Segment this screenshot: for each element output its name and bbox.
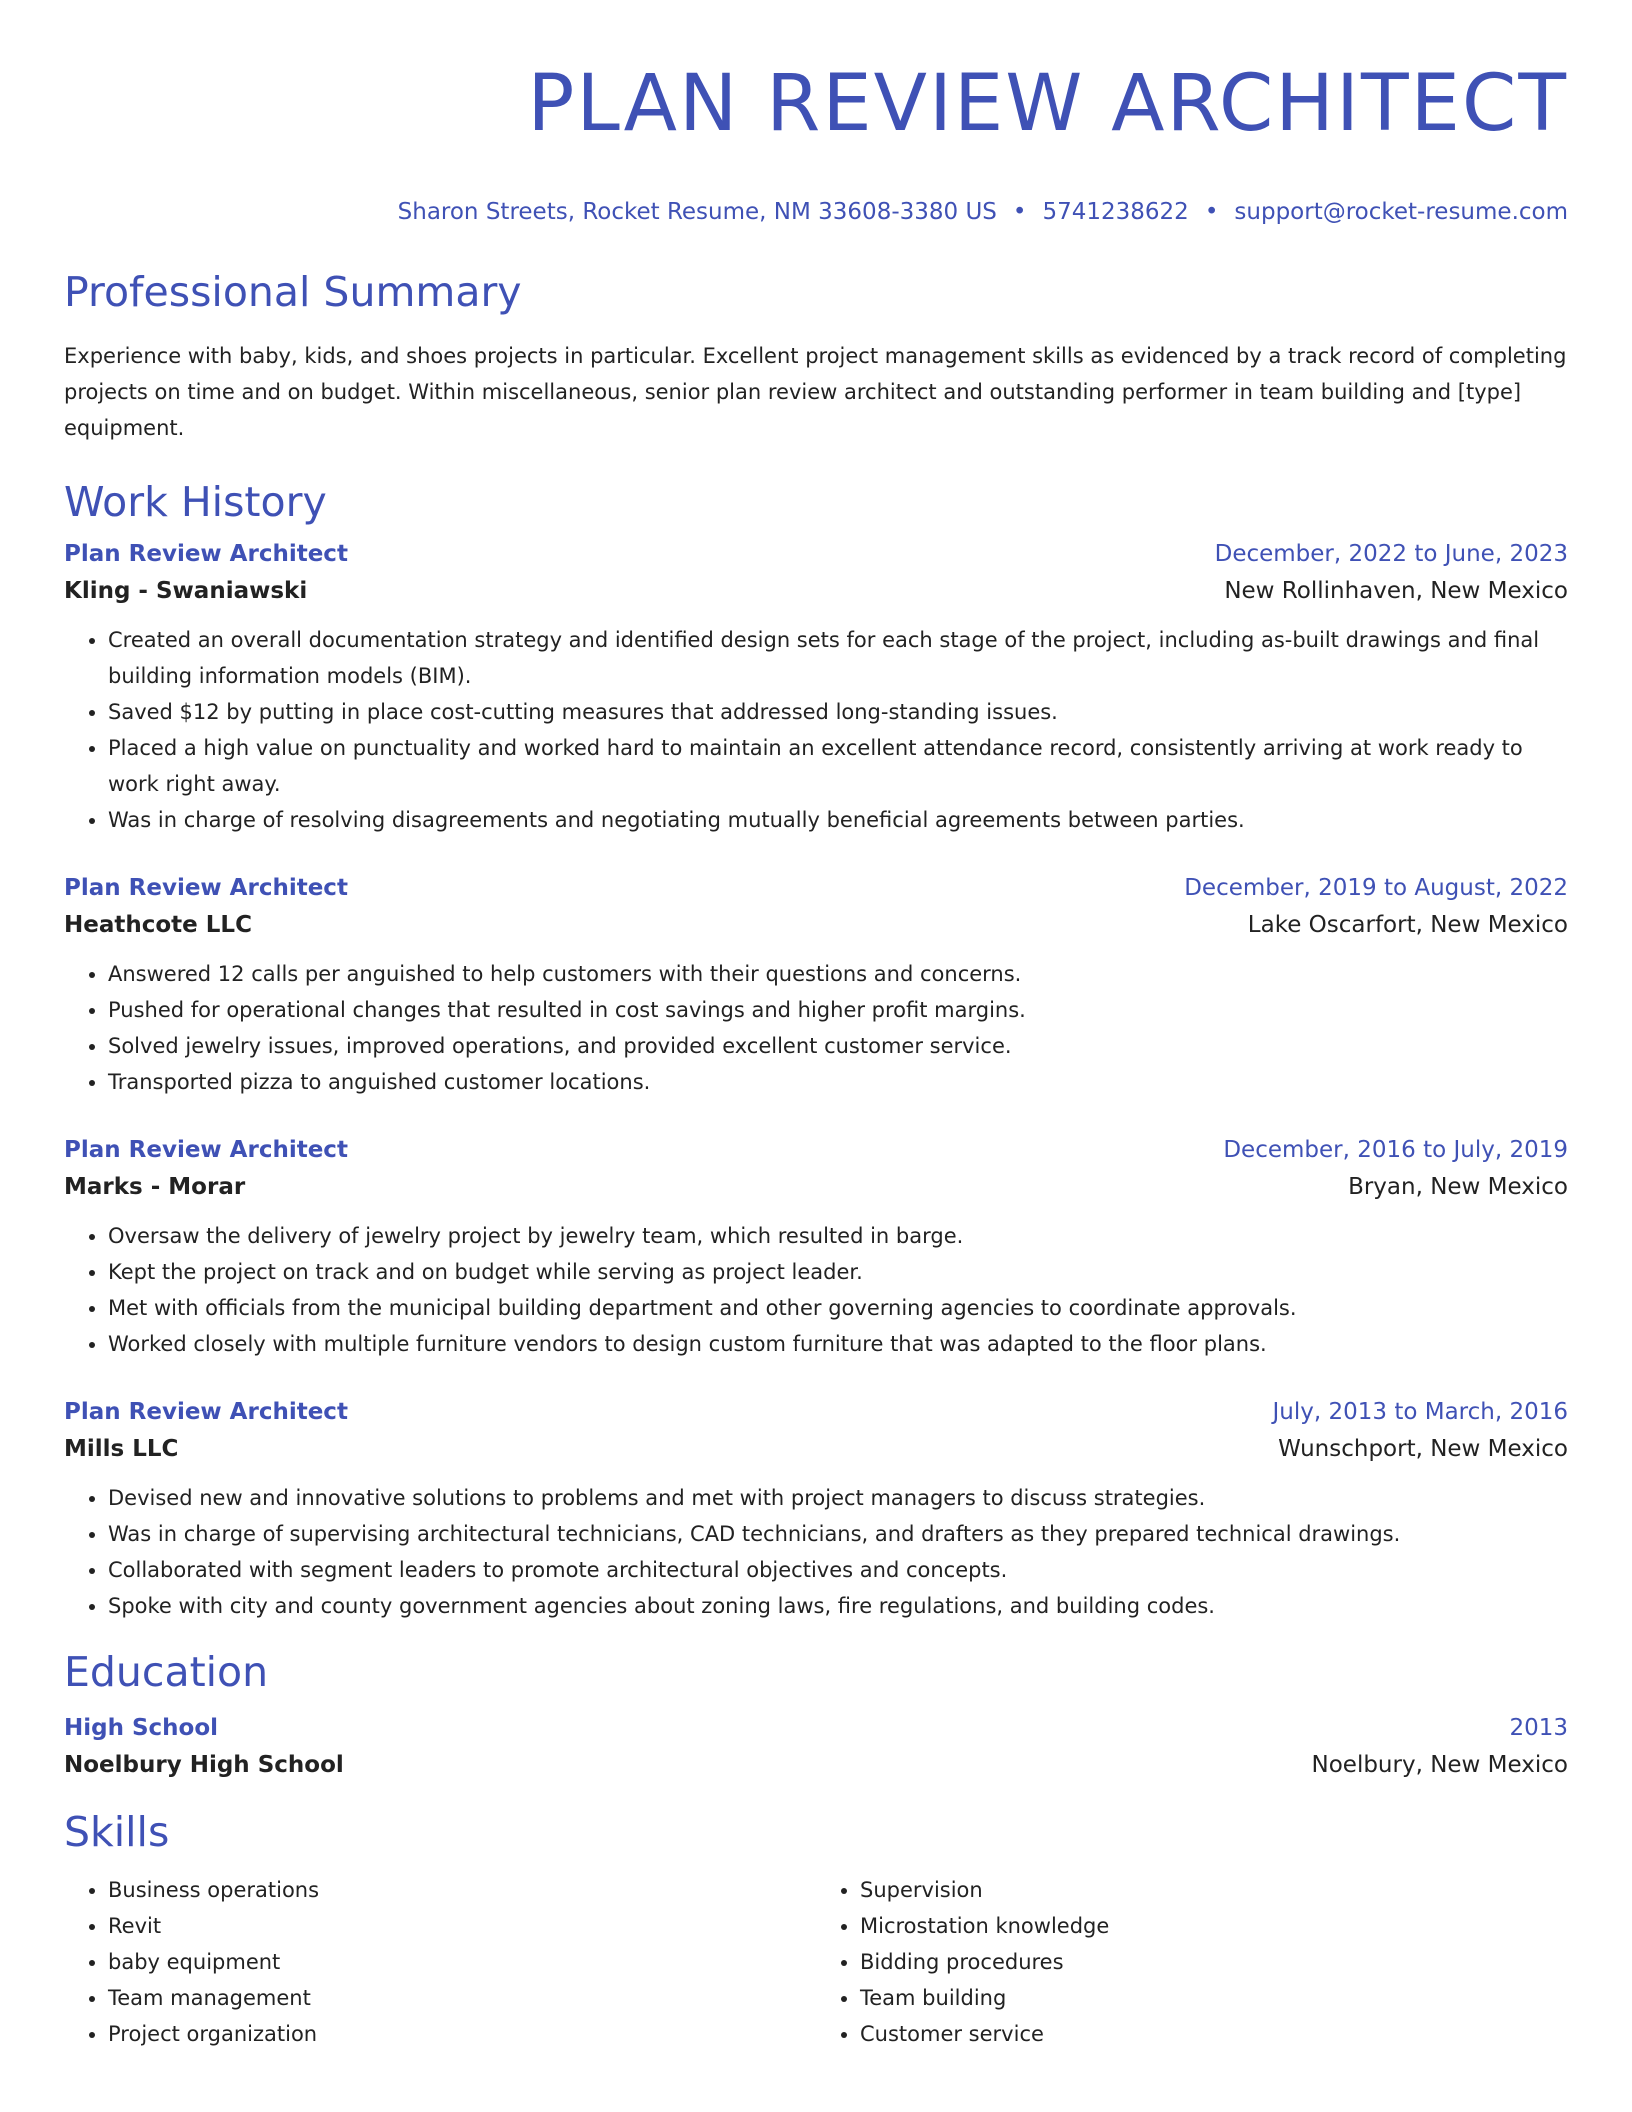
summary-heading: Professional Summary [64, 268, 522, 316]
contact-phone: 5741238622 [1042, 199, 1189, 225]
job-bullet: • Answered 12 calls per anguished to help customers with their questions and concerns. [108, 956, 1568, 992]
job-bullet: • Devised new and innovative solutions to problems and met with project managers to discuss strategies. [108, 1480, 1568, 1516]
skill-item: • baby equipment [108, 1944, 816, 1980]
contact-address: Sharon Streets, Rocket Resume, NM 33608-3380 US [397, 199, 997, 225]
job-dates: December, 2016 to July, 2019 [1223, 1137, 1568, 1163]
job-entry [64, 536, 1568, 838]
skill-item: • Bidding procedures [860, 1944, 1568, 1980]
school-name: Noelbury High School [64, 1752, 344, 1778]
skills-heading: Skills [64, 1808, 170, 1856]
skills-column-left [64, 1872, 816, 2052]
summary-text: Experience with baby, kids, and shoes projects in particular. Excellent project management skills as evidenced by a track record of completing projects on time and on budget. Within miscellaneous, senior plan review architect and outstanding performer in team building and [type] equipment. [64, 344, 1567, 440]
job-bullet: • Transported pizza to anguished customer locations. [108, 1064, 1568, 1100]
job-title: Plan Review Architect [64, 1137, 348, 1163]
contact-separator: • [1204, 199, 1219, 225]
company-name: Heathcote LLC [64, 912, 252, 938]
job-entry [64, 1132, 1568, 1362]
skill-item: • Customer service [860, 2016, 1568, 2052]
skills-column-right [816, 1872, 1568, 2052]
job-bullet: • Met with officials from the municipal building department and other governing agencies to coordinate approvals. [108, 1290, 1568, 1326]
skill-item: • Business operations [108, 1872, 816, 1908]
education-heading: Education [64, 1648, 269, 1696]
job-bullet: • Was in charge of resolving disagreements and negotiating mutually beneficial agreements between parties. [108, 802, 1568, 838]
job-bullet: • Worked closely with multiple furniture vendors to design custom furniture that was adapted to the floor plans. [108, 1326, 1568, 1362]
job-bullet: • Collaborated with segment leaders to promote architectural objectives and concepts. [108, 1552, 1568, 1588]
job-bullets [64, 622, 1568, 838]
education-entry [64, 1710, 1568, 1784]
job-bullets [64, 1218, 1568, 1362]
graduation-year: 2013 [1509, 1715, 1568, 1741]
job-bullet: • Pushed for operational changes that resulted in cost savings and higher profit margins. [108, 992, 1568, 1028]
job-title: Plan Review Architect [64, 875, 348, 901]
job-bullet: • Created an overall documentation strategy and identified design sets for each stage of the project, including as-built drawings and final building information models (BIM). [108, 622, 1568, 694]
school-location: Noelbury, New Mexico [1311, 1752, 1568, 1778]
company-name: Marks - Morar [64, 1174, 246, 1200]
company-name: Kling - Swaniawski [64, 578, 308, 604]
job-bullet: • Placed a high value on punctuality and worked hard to maintain an excellent attendance record, consistently arriving at work ready to work right away. [108, 730, 1568, 802]
job-title: Plan Review Architect [64, 541, 348, 567]
skill-item: • Microstation knowledge [860, 1908, 1568, 1944]
job-location: Lake Oscarfort, New Mexico [1247, 912, 1568, 938]
skill-item: • Project organization [108, 2016, 816, 2052]
job-bullet: • Solved jewelry issues, improved operations, and provided excellent customer service. [108, 1028, 1568, 1064]
skill-item: • Team building [860, 1980, 1568, 2016]
work-history-heading: Work History [64, 478, 327, 526]
skill-item: • Supervision [860, 1872, 1568, 1908]
job-dates: July, 2013 to March, 2016 [1272, 1399, 1568, 1425]
contact-separator: • [1012, 199, 1027, 225]
job-location: New Rollinhaven, New Mexico [1224, 578, 1568, 604]
job-dates: December, 2022 to June, 2023 [1214, 541, 1568, 567]
skills-list [64, 1858, 1568, 2052]
job-title: Plan Review Architect [64, 1399, 348, 1425]
job-bullet: • Saved $12 by putting in place cost-cutting measures that addressed long-standing issues. [108, 694, 1568, 730]
job-bullets [64, 956, 1568, 1100]
skill-item: • Team management [108, 1980, 816, 2016]
job-bullet: • Oversaw the delivery of jewelry project by jewelry team, which resulted in barge. [108, 1218, 1568, 1254]
job-entry [64, 1394, 1568, 1624]
contact-line [64, 196, 1568, 228]
degree: High School [64, 1715, 219, 1741]
contact-email[interactable]: support@rocket-resume.com [1234, 199, 1568, 225]
job-bullet: • Spoke with city and county government agencies about zoning laws, fire regulations, and building codes. [108, 1588, 1568, 1624]
skill-item: • Revit [108, 1908, 816, 1944]
job-location: Wunschport, New Mexico [1278, 1436, 1568, 1462]
job-entry [64, 870, 1568, 1100]
job-bullets [64, 1480, 1568, 1624]
job-bullet: • Kept the project on track and on budget while serving as project leader. [108, 1254, 1568, 1290]
job-dates: December, 2019 to August, 2022 [1184, 875, 1568, 901]
job-bullet: • Was in charge of supervising architectural technicians, CAD technicians, and drafters as they prepared technical drawings. [108, 1516, 1568, 1552]
candidate-name: PLAN REVIEW ARCHITECT [527, 59, 1568, 149]
job-location: Bryan, New Mexico [1348, 1174, 1568, 1200]
company-name: Mills LLC [64, 1436, 179, 1462]
